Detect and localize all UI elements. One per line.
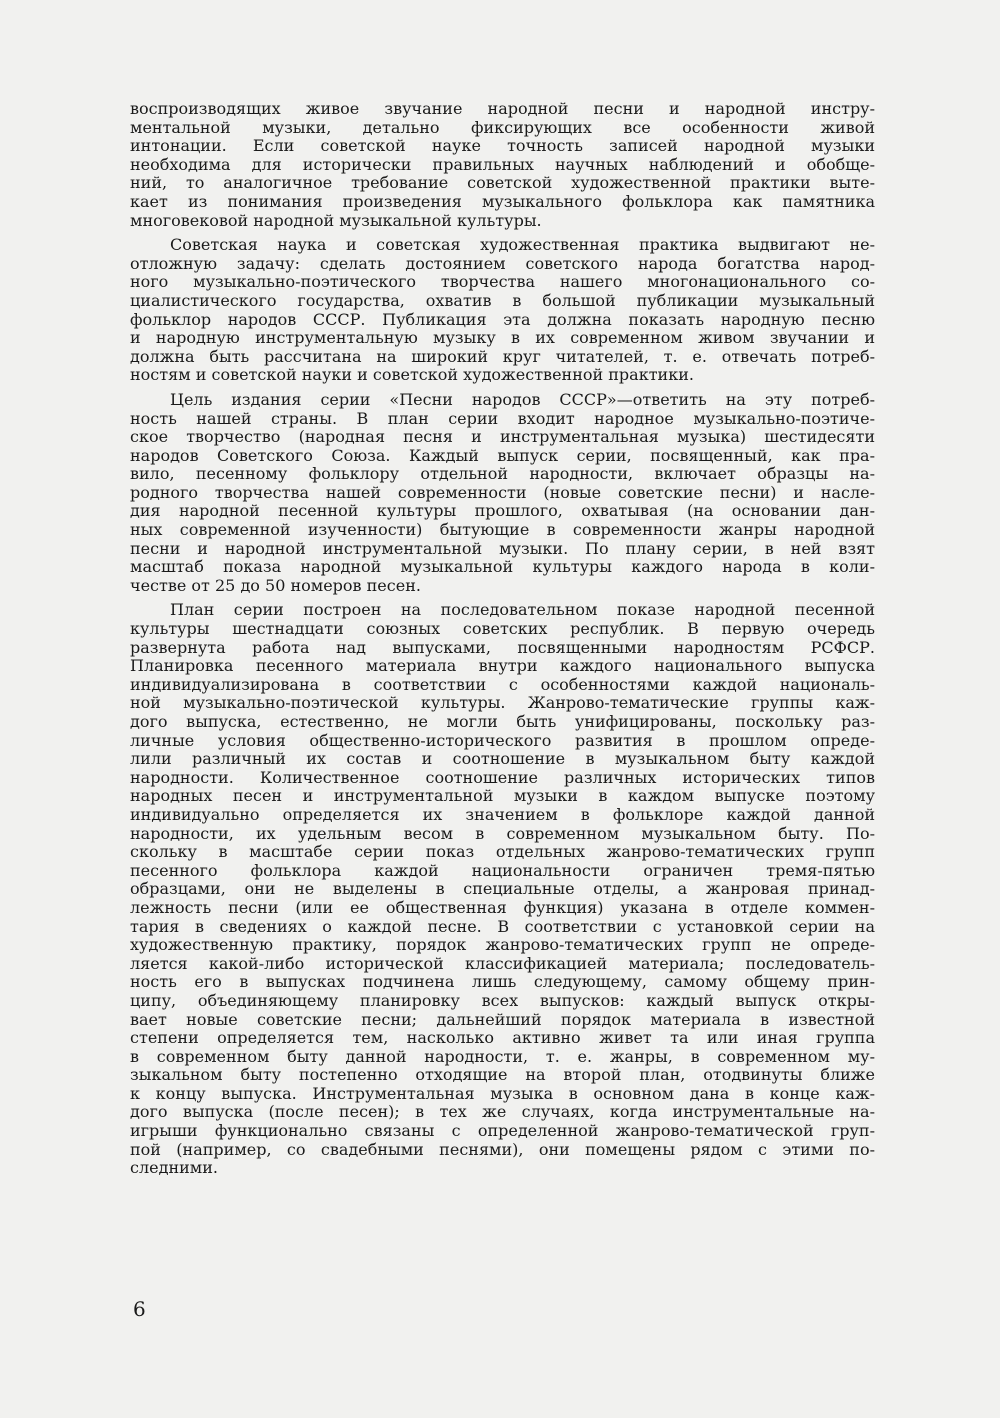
text-line: вило, песенному фольклору отдельной народности, включает образцы на- [130, 464, 875, 484]
text-line: ляется какой-либо исторической классификацией материала; последователь- [130, 953, 875, 973]
text-line: ность нашей страны. В план серии входит народное музыкально-поэтиче- [130, 408, 875, 428]
text-line: ных современной изученности) бытующие в современности жанры народной [130, 520, 875, 540]
text-line: индивидуализирована в соответствии с особенностями каждой националь- [130, 674, 875, 694]
text-line: песенного фольклора каждой национальности ограничен тремя-пятью [130, 860, 875, 880]
text-line: Планировка песенного материала внутри каждого национального выпуска [130, 656, 875, 676]
paragraph-3 [130, 391, 875, 596]
text-line: песни и народной инструментальной музыки. По плану серии, в ней взят [130, 538, 875, 558]
text-line: дого выпуска (после песен); в тех же случаях, когда инструментальные на- [130, 1102, 875, 1122]
page-number: 6 [133, 1297, 146, 1321]
text-line: лежность песни (или ее общественная функция) указана в отделе коммен- [130, 897, 875, 917]
text-line: План серии построен на последовательном показе народной песенной [170, 600, 875, 620]
text-line: фольклор народов СССР. Публикация эта должна показать народную песню [130, 309, 875, 329]
page-body [130, 100, 875, 1184]
text-line: необходима для исторически правильных научных наблюдений и обобще- [130, 154, 875, 174]
paragraph-2 [130, 236, 875, 385]
text-line: ментальной музыки, детально фиксирующих все особенности живой [130, 117, 875, 137]
text-line: тария в сведениях о каждой песне. В соответствии с установкой серии на [130, 916, 875, 936]
text-line: народности, их удельным весом в современном музыкальном быту. По- [130, 823, 875, 843]
text-line: развернута работа над выпусками, посвященными народностям РСФСР. [130, 637, 875, 657]
text-line: многовековой народной музыкальной культуры. [130, 210, 542, 230]
text-line: лили различный их состав и соотношение в музыкальном быту каждой [130, 749, 875, 769]
text-line: масштаб показа народной музыкальной культуры каждого народа в коли- [130, 557, 875, 577]
text-line: и народную инструментальную музыку в их современном живом звучании и [130, 328, 875, 348]
text-line: игрыши функционально связаны с определенной жанрово-тематической груп- [130, 1121, 875, 1141]
paragraph-1 [130, 100, 875, 230]
text-line: дого выпуска, естественно, не могли быть унифицированы, поскольку раз- [130, 712, 875, 731]
text-line: вает новые советские песни; дальнейший порядок материала в известной [130, 1009, 875, 1029]
text-line: циалистического государства, охватив в большой публикации музыкальный [130, 290, 875, 310]
text-line: воспроизводящих живое звучание народной песни и народной инстру- [130, 99, 875, 118]
text-line: ностям и советской науки и советской художественной практики. [130, 365, 694, 385]
text-line: ское творчество (народная песня и инструментальная музыка) шестидесяти [130, 427, 875, 447]
text-line: родного творчества нашей современности (новые советские песни) и насле- [130, 482, 875, 502]
text-line: ний, то аналогичное требование советской художественной практики выте- [130, 173, 875, 193]
text-line: народных песен и инструментальной музыки в каждом выпуске поэтому [130, 786, 875, 806]
text-line: Цель издания серии «Песни народов СССР»—ответить на эту потреб- [170, 389, 875, 409]
text-line: индивидуально определяется их значением в фольклоре каждой данной [130, 804, 875, 824]
text-line: в современном быту данной народности, т. е. жанры, в современном му- [130, 1046, 875, 1066]
text-line: пой (например, со свадебными песнями), они помещены рядом с этими по- [130, 1139, 875, 1159]
text-line: интонации. Если советской науке точность записей народной музыки [130, 136, 875, 156]
text-line: ципу, объединяющему планировку всех выпусков: каждый выпуск откры- [130, 990, 875, 1010]
paragraph-4 [130, 601, 875, 1177]
text-line: художественную практику, порядок жанрово-тематических групп не опреде- [130, 935, 875, 955]
text-line: зыкальном быту постепенно отходящие на второй план, отодвинуты ближе [130, 1065, 875, 1085]
text-line: Советская наука и советская художественная практика выдвигают не- [170, 235, 875, 255]
text-line: образцами, они не выделены в специальные отделы, а жанровая принад- [130, 879, 875, 899]
text-line: степени определяется тем, насколько активно живет та или иная группа [130, 1028, 875, 1048]
text-line: следними. [130, 1158, 218, 1178]
text-line: культуры шестнадцати союзных советских республик. В первую очередь [130, 619, 875, 639]
text-line: личные условия общественно-исторического развития в прошлом опреде- [130, 730, 875, 750]
text-line: скольку в масштабе серии показ отдельных жанрово-тематических групп [130, 842, 875, 862]
text-line: отложную задачу: сделать достоянием советского народа богатства народ- [130, 253, 875, 273]
text-line: к концу выпуска. Инструментальная музыка в основном дана в конце каж- [130, 1083, 875, 1103]
text-line: ность его в выпусках подчинена лишь следующему, самому общему прин- [130, 972, 875, 992]
text-line: должна быть рассчитана на широкий круг читателей, т. е. отвечать потреб- [130, 346, 875, 366]
text-line: честве от 25 до 50 номеров песен. [130, 575, 421, 595]
text-line: дия народной песенной культуры прошлого, охватывая (на основании дан- [130, 501, 875, 521]
text-line: ной музыкально-поэтической культуры. Жанрово-тематические группы каж- [130, 693, 875, 713]
text-line: ного музыкально-поэтического творчества нашего многонационального со- [130, 272, 875, 292]
paragraphs [130, 100, 875, 1178]
text-line: народности. Количественное соотношение различных исторических типов [130, 767, 875, 787]
text-line: народов Советского Союза. Каждый выпуск серии, посвященный, как пра- [130, 445, 875, 465]
text-line: кает из понимания произведения музыкального фольклора как памятника [130, 191, 875, 211]
